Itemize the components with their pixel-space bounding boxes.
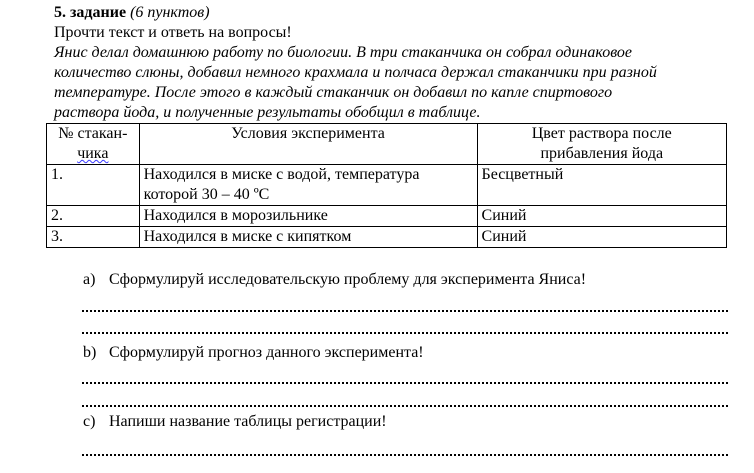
task-points: (6 пунктов) <box>130 4 210 21</box>
question-letter: c) <box>83 413 96 430</box>
row-number: 2. <box>47 206 140 227</box>
question-letter: a) <box>83 271 96 288</box>
row-condition <box>139 165 477 206</box>
header-color <box>477 124 726 165</box>
header-cup-number-line1: № стакан- <box>58 125 128 142</box>
table-row <box>47 206 727 227</box>
row-condition-line2: которой 30 – 40 ºC <box>143 186 270 203</box>
header-cup-number-line2: чика <box>77 145 109 162</box>
header-conditions: Условия эксперимента <box>139 124 477 165</box>
task-heading <box>54 3 210 22</box>
header-color-line1: Цвет раствора после <box>531 125 672 142</box>
header-cup-number <box>47 124 140 165</box>
answer-line[interactable] <box>82 308 728 312</box>
story-line: раствора йода, и полученные результаты обобщил в таблице. <box>54 104 481 121</box>
results-table <box>46 123 727 248</box>
question-text: Напиши название таблицы регистрации! <box>109 413 387 430</box>
question-c <box>83 412 387 432</box>
question-a <box>83 270 586 290</box>
question-text: Сформулируй прогноз данного эксперимента! <box>109 344 424 361</box>
story-line: количество слюны, добавил немного крахмала и полчаса держал стаканчики при разной <box>54 64 657 81</box>
row-number: 1. <box>47 165 140 206</box>
answer-line[interactable] <box>82 452 728 456</box>
question-text: Сформулируй исследовательскую проблему для эксперимента Яниса! <box>109 271 587 288</box>
row-number: 3. <box>47 227 140 248</box>
table-row <box>47 227 727 248</box>
task-instruction: Прочти текст и ответь на вопросы! <box>54 24 292 41</box>
question-letter: b) <box>83 344 97 361</box>
story-text <box>54 43 754 123</box>
question-b <box>83 343 424 363</box>
header-color-line2: прибавления йода <box>540 145 664 162</box>
row-color: Синий <box>477 227 726 248</box>
row-color: Бесцветный <box>477 165 726 206</box>
story-line: Янис делал домашнюю работу по биологии. В три стаканчика он собрал одинаковое <box>54 44 633 61</box>
row-condition: Находился в миске с кипятком <box>139 227 477 248</box>
answer-line[interactable] <box>82 380 728 384</box>
row-color: Синий <box>477 206 726 227</box>
table-header-row <box>47 124 727 165</box>
row-condition: Находился в морозильнике <box>139 206 477 227</box>
task-number: 5. задание <box>54 4 127 21</box>
answer-line[interactable] <box>82 330 728 334</box>
answer-line[interactable] <box>82 403 728 407</box>
table-row <box>47 165 727 206</box>
row-condition-line1: Находился в миске с водой, температура <box>143 166 420 183</box>
story-line: температуре. После этого в каждый стаканчик он добавил по капле спиртового <box>54 84 613 101</box>
